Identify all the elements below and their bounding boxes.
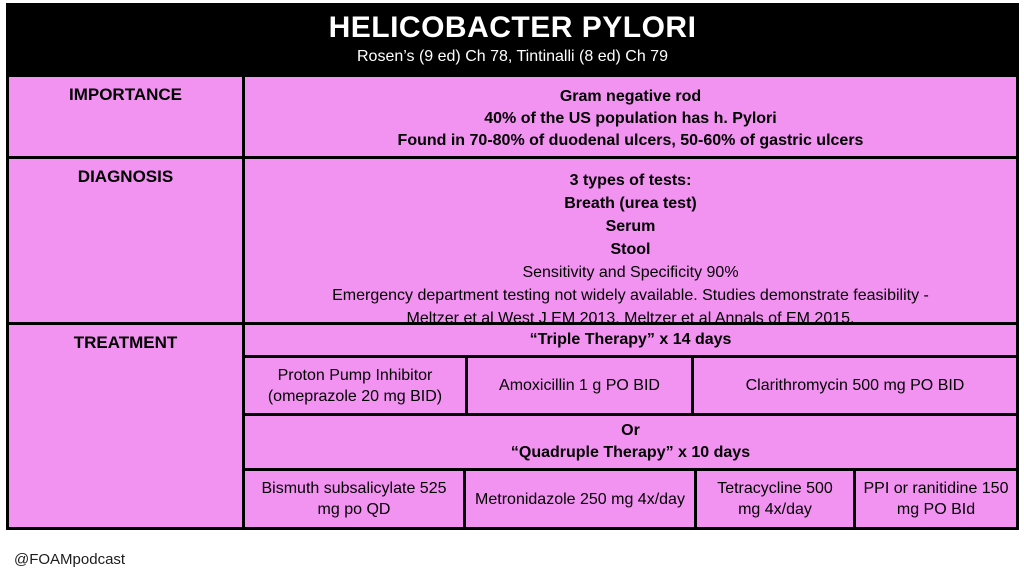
quad-cell-metronidazole: Metronidazole 250 mg 4x/day (466, 471, 697, 527)
triple-therapy-row (245, 358, 1016, 416)
title-banner (6, 3, 1019, 74)
diagnosis-line: Emergency department testing not widely available. Studies demonstrate feasibility - (332, 287, 929, 304)
diagnosis-line: 3 types of tests: (569, 172, 692, 189)
diagnosis-line: Breath (urea test) (564, 195, 697, 212)
importance-line: Found in 70-80% of duodenal ulcers, 50-60% of gastric ulcers (397, 132, 864, 149)
importance-content (245, 77, 1016, 156)
quad-cell-bismuth: Bismuth subsalicylate 525 mg po QD (245, 471, 466, 527)
page-title: HELICOBACTER PYLORI (328, 10, 697, 44)
page-subtitle: Rosen’s (9 ed) Ch 78, Tintinalli (8 ed) Ch 79 (357, 47, 668, 65)
diagnosis-line: Serum (605, 218, 656, 235)
table-row-importance (9, 77, 1016, 159)
triple-therapy-header: “Triple Therapy” x 14 days (245, 325, 1016, 358)
importance-label: IMPORTANCE (9, 77, 245, 156)
triple-cell-clarithromycin: Clarithromycin 500 mg PO BID (745, 377, 965, 394)
triple-cell-ppi: Proton Pump Inhibitor (omeprazole 20 mg BID) (245, 358, 468, 413)
importance-line: 40% of the US population has h. Pylori (484, 110, 777, 127)
table-row-diagnosis (9, 159, 1016, 325)
diagnosis-content (245, 159, 1016, 327)
quadruple-therapy-header (245, 416, 1016, 471)
treatment-content (245, 325, 1016, 527)
triple-cell-amoxicillin: Amoxicillin 1 g PO BID (468, 358, 694, 413)
quad-cell-tetracycline: Tetracycline 500 mg 4x/day (697, 471, 856, 527)
diagnosis-line: Sensitivity and Specificity 90% (522, 264, 739, 281)
quadruple-therapy-row (245, 471, 1016, 527)
or-word: Or (621, 422, 640, 439)
importance-line: Gram negative rod (559, 88, 702, 105)
treatment-label: TREATMENT (9, 325, 245, 527)
quadruple-header-line: “Quadruple Therapy” x 10 days (510, 444, 751, 461)
diagnosis-line: Stool (610, 241, 651, 258)
foam-podcast-handle: @FOAMpodcast (14, 551, 126, 568)
quad-cell-ppi-ranitidine: PPI or ranitidine 150 mg PO BId (863, 480, 1009, 518)
diagnosis-label: DIAGNOSIS (9, 159, 245, 322)
hpylori-table (6, 74, 1019, 530)
table-row-treatment (9, 325, 1016, 527)
diagnosis-line: Meltzer et al West J EM 2013, Meltzer et al Annals of EM 2015. (406, 310, 855, 327)
